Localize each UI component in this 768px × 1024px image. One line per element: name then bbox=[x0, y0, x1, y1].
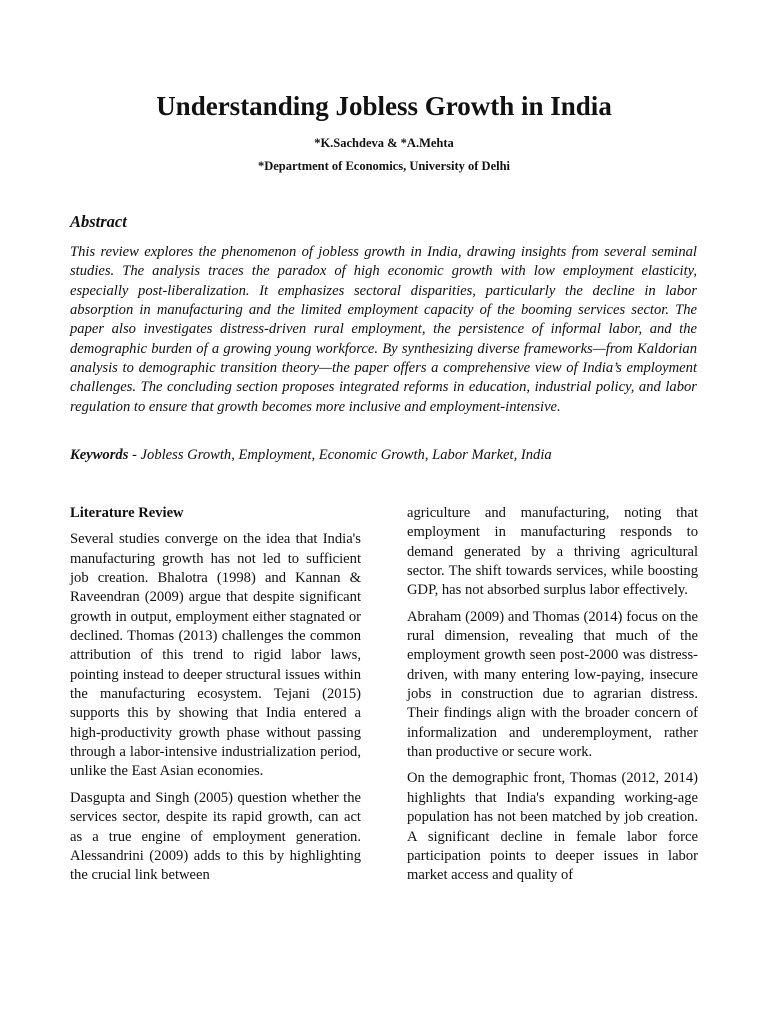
keywords-text: Jobless Growth, Employment, Economic Growth, Labor Market, India bbox=[140, 447, 552, 463]
keywords-line bbox=[70, 446, 697, 465]
paper-authors: *K.Sachdeva & *A.Mehta bbox=[314, 136, 454, 150]
body-paragraph: Dasgupta and Singh (2005) question whether the services sector, despite its rapid growth, can act as a true engine of employment generation. Alessandrini (2009) adds to this by highlighting the crucial link between bbox=[70, 789, 361, 884]
body-paragraph: agriculture and manufacturing, noting that employment in manufacturing responds to demand generated by a thriving agricultural sector. The shift towards services, while boosting GDP, has not absorbed surplus labor effectively. bbox=[407, 505, 698, 599]
literature-review-heading: Literature Review bbox=[70, 505, 184, 521]
keywords-label: Keywords bbox=[70, 447, 129, 463]
abstract-text: This review explores the phenomenon of jobless growth in India, drawing insights from several seminal studies. The analysis traces the paradox of high economic growth with low employment elasticity, especially post-liberalization. It emphasizes sectoral disparities, particularly the decline in labor absorption in manufacturing and the limited employment capacity of the booming services sector. The paper also investigates distress-driven rural employment, the persistence of informal labor, and the demographic burden of a growing young workforce. By synthesizing diverse frameworks—from Kaldorian analysis to demographic transition theory—the paper offers a comprehensive view of India’s employment challenges. The concluding section proposes integrated reforms in education, industrial policy, and labor regulation to ensure that growth becomes more inclusive and employment-intensive. bbox=[70, 244, 697, 415]
paper-title: Understanding Jobless Growth in India bbox=[156, 91, 612, 121]
body-paragraph: On the demographic front, Thomas (2012, 2014) highlights that India's expanding working-age population has not been matched by job creation. A significant decline in female labor force participation points to deeper issues in labor market access and quality of bbox=[407, 770, 698, 884]
abstract-heading: Abstract bbox=[70, 212, 127, 231]
right-column bbox=[407, 504, 698, 893]
paper-affiliation: *Department of Economics, University of Delhi bbox=[257, 159, 511, 173]
body-paragraph: Several studies converge on the idea that India's manufacturing growth has not led to sufficient job creation. Bhalotra (1998) and Kannan & Raveendran (2009) argue that despite significant growth in output, employment either stagnated or declined. Thomas (2013) challenges the common attribution of this trend to rigid labor laws, pointing instead to deeper structural issues within the manufacturing ecosystem. Tejani (2015) supports this by showing that India entered a high-productivity growth phase without passing through a labor-intensive industrialization period, unlike the East Asian economies. bbox=[70, 531, 361, 780]
keywords-separator: - bbox=[128, 447, 141, 463]
body-paragraph: Abraham (2009) and Thomas (2014) focus on the rural dimension, revealing that much of the employment growth seen post-2000 was distress-driven, with many entering low-paying, insecure jobs in construction due to agrarian distress. Their findings align with the broader concern of informalization and underemployment, rather than productive or secure work. bbox=[407, 608, 698, 761]
left-column bbox=[70, 504, 361, 893]
